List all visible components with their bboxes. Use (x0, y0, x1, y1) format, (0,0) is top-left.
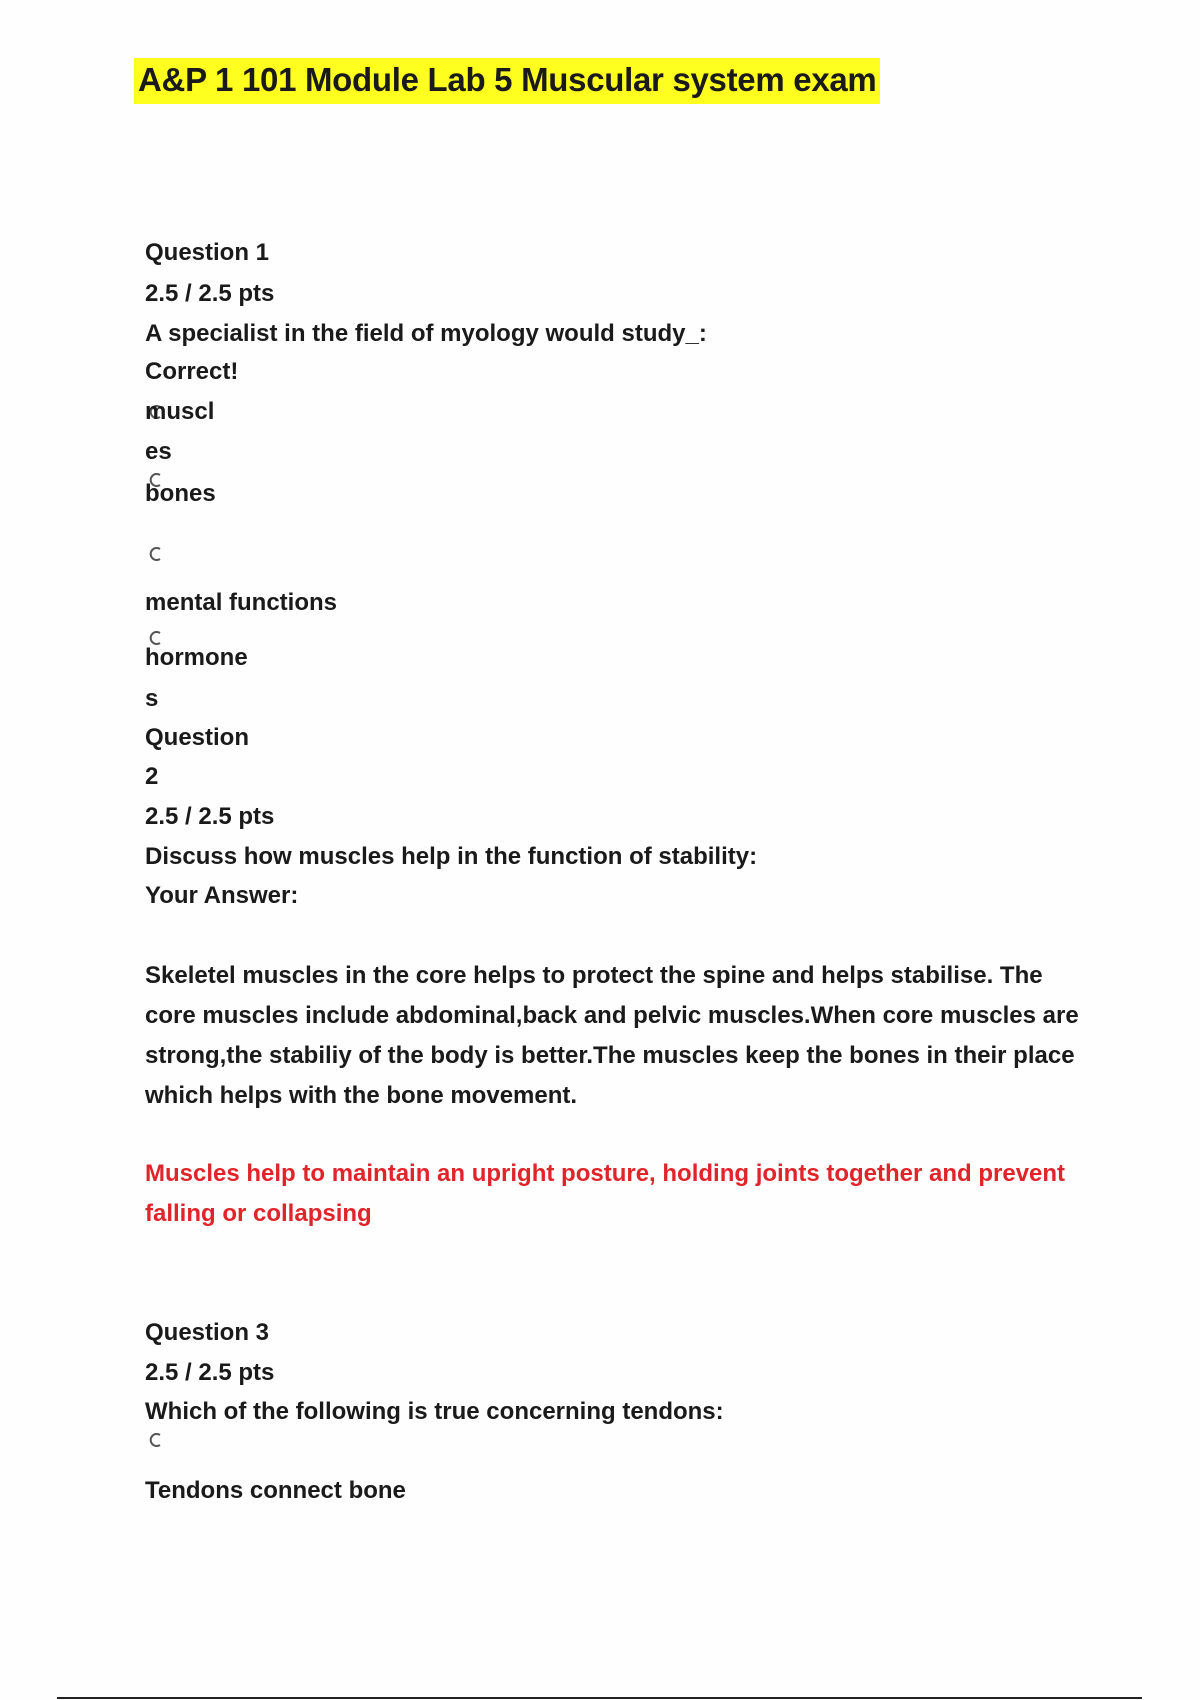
question-3-prompt: Which of the following is true concerning tendons: (145, 1398, 724, 1425)
option-label-wrap: s (145, 685, 159, 712)
document-title: A&P 1 101 Module Lab 5 Muscular system exam (134, 58, 880, 104)
radio-icon[interactable] (148, 1432, 164, 1448)
question-2-points: 2.5 / 2.5 pts (145, 803, 275, 830)
question-2-prompt: Discuss how muscles help in the function of stability: (145, 843, 758, 870)
question-1-prompt: A specialist in the field of myology would study_: (145, 320, 707, 347)
question-2-label: Question (145, 724, 250, 751)
option-label: hormone (145, 644, 248, 671)
question-3-label: Question 3 (145, 1319, 270, 1346)
option-label: muscl (145, 398, 215, 425)
question-3-points: 2.5 / 2.5 pts (145, 1359, 275, 1386)
question-2-label-number: 2 (145, 763, 159, 790)
question-1-label: Question 1 (145, 239, 270, 266)
option-label: mental functions (145, 589, 338, 616)
option-label: Tendons connect bone (145, 1477, 406, 1504)
option-label-wrap: es (145, 438, 172, 465)
grader-comment: Muscles help to maintain an upright posture, holding joints together and prevent falling or collapsing (145, 1160, 1066, 1227)
option-label: bones (145, 480, 216, 507)
question-1-feedback: Correct! (145, 358, 239, 385)
page-bottom-rule (57, 1697, 1142, 1699)
question-1-points: 2.5 / 2.5 pts (145, 280, 275, 307)
radio-icon[interactable] (148, 546, 164, 562)
student-answer: Skeletel muscles in the core helps to protect the spine and helps stabilise. The core muscles include abdominal,back and pelvic muscles.When core muscles are strong,the stabiliy of the body is better.The muscles keep the bones in their place which helps with the bone movement. (145, 962, 1079, 1109)
answer-label: Your Answer: (145, 882, 299, 909)
